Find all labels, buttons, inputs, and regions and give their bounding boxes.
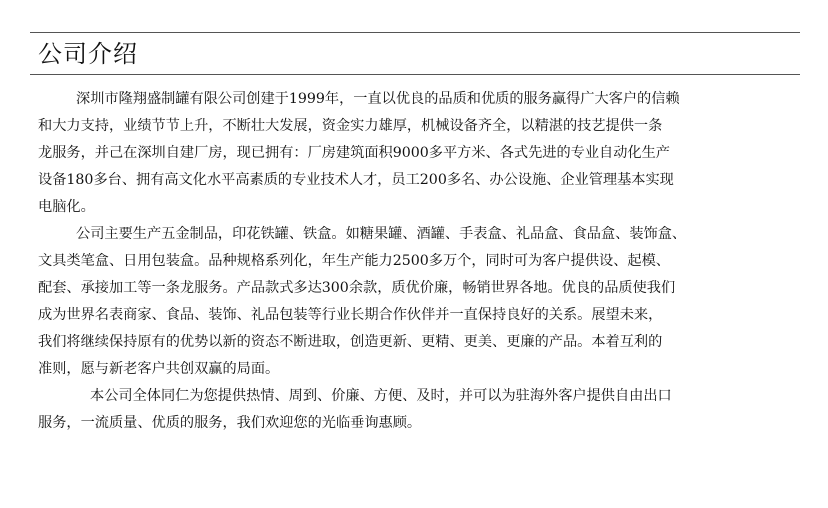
paragraph-line: 文具类笔盒、日用包装盒。品种规格系列化，年生产能力2500多万个，同时可为客户提供设、起模、: [38, 253, 670, 269]
paragraph-line: 服务，一流质量、优质的服务，我们欢迎您的光临垂询惠顾。: [38, 415, 422, 431]
top-divider: [30, 32, 800, 33]
paragraph-line: 公司主要生产五金制品，印花铁罐、铁盒。如糖果罐、酒罐、手表盒、礼品盒、食品盒、装饰盒、: [76, 226, 687, 242]
intro-paragraph-1: [38, 86, 818, 221]
paragraph-line: 深圳市隆翔盛制罐有限公司创建于1999年，一直以优良的品质和优质的服务赢得广大客户的信赖: [76, 91, 680, 107]
intro-paragraph-3: [38, 383, 818, 437]
paragraph-line: 电脑化。: [38, 199, 95, 215]
paragraph-line: 龙服务，并己在深圳自建厂房，现已拥有：厂房建筑面积9000多平方米、各式先进的专业自动化生产: [38, 145, 670, 161]
paragraph-line: 配套、承接加工等一条龙服务。产品款式多达300余款，质优价廉，畅销世界各地。优良的品质使我们: [38, 280, 676, 296]
company-intro-body: [38, 86, 818, 437]
section-title: 公司介绍: [38, 40, 138, 68]
paragraph-line: 本公司全体同仁为您提供热情、周到、价廉、方便、及时，并可以为驻海外客户提供自由出口: [90, 388, 672, 404]
title-underline: [30, 74, 800, 75]
paragraph-line: 成为世界名表商家、食品、装饰、礼品包装等行业长期合作伙伴并一直保持良好的关系。展望未来，: [38, 307, 663, 323]
intro-paragraph-2: [38, 221, 818, 383]
paragraph-line: 和大力支持，业绩节节上升，不断壮大发展，资金实力雄厚，机械设备齐全，以精湛的技艺提供一条: [38, 118, 663, 134]
paragraph-line: 设备180多台、拥有高文化水平高素质的专业技术人才，员工200多名、办公设施、企业管理基本实现: [38, 172, 674, 188]
paragraph-line: 我们将继续保持原有的优势以新的资态不断进取，创造更新、更精、更美、更廉的产品。本着互利的: [38, 334, 663, 350]
paragraph-line: 准则，愿与新老客户共创双赢的局面。: [38, 361, 280, 377]
